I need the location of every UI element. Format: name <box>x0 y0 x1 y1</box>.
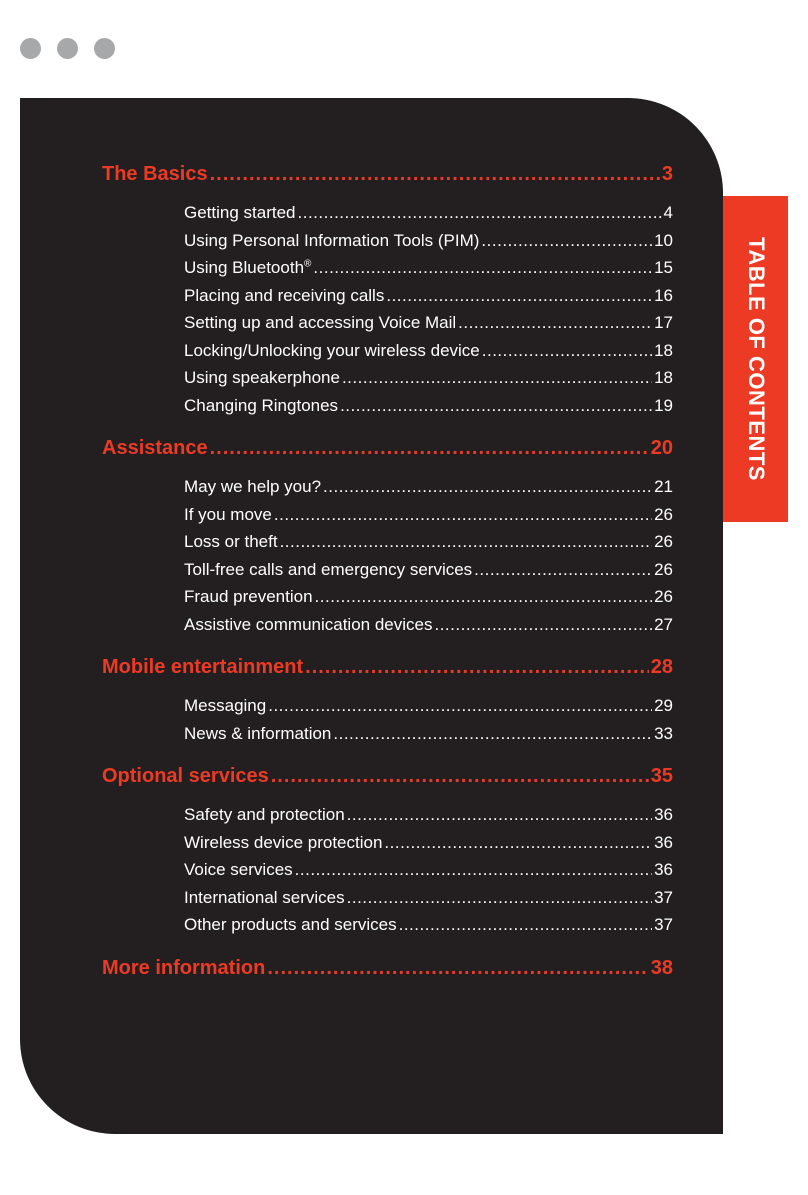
toc-section-title: More information <box>102 956 266 979</box>
toc-entry-title: Placing and receiving calls <box>184 285 385 305</box>
toc-entry-page: 37 <box>654 887 673 907</box>
toc-entry-title: Toll-free calls and emergency services <box>184 559 473 579</box>
toc-dot-leader <box>347 884 652 912</box>
toc-dot-leader <box>342 364 652 392</box>
toc-dot-leader <box>267 951 648 985</box>
toc-dot-leader <box>340 392 652 420</box>
toc-section-page: 28 <box>650 656 673 678</box>
toc-entry-title: Locking/Unlocking your wireless device <box>184 340 480 360</box>
toc-section-title: Mobile entertainment <box>102 656 304 678</box>
toc-entry-title: International services <box>184 887 345 907</box>
toc-entry[interactable] <box>184 501 673 529</box>
dot-2 <box>57 38 78 59</box>
toc-entry-page: 26 <box>654 559 673 579</box>
toc-entry-title: Getting started <box>184 203 296 222</box>
toc-entry-title: Using speakerphone <box>184 368 340 387</box>
toc-dot-leader <box>315 583 653 611</box>
toc-dot-leader <box>481 227 652 255</box>
toc-entry-title: Using Personal Information Tools (PIM) <box>184 230 480 250</box>
toc-section-entry[interactable] <box>102 650 673 684</box>
toc-entry-title: Fraud prevention <box>184 587 313 606</box>
toc-entry[interactable] <box>184 337 673 365</box>
toc-dot-leader <box>295 856 652 884</box>
toc-dot-leader <box>333 720 652 748</box>
toc-dot-leader <box>280 528 653 556</box>
toc-entry-title: May we help you? <box>184 477 322 496</box>
toc-dot-leader <box>386 282 652 310</box>
toc-entry[interactable] <box>184 556 673 584</box>
toc-entry-page: 19 <box>654 395 673 415</box>
toc-entry-title: Other products and services <box>184 915 397 934</box>
dot-3 <box>94 38 115 59</box>
toc-entry-title: Voice services <box>184 860 293 879</box>
toc-entry-page: 15 <box>654 258 673 277</box>
toc-dot-leader <box>210 157 660 191</box>
toc-entry-page: 4 <box>663 203 673 222</box>
toc-entry-title: Changing Ringtones <box>184 395 339 415</box>
toc-dot-leader <box>323 473 652 501</box>
toc-section-title: The Basics <box>102 163 208 185</box>
toc-entry[interactable] <box>184 309 673 337</box>
toc-entry-page: 10 <box>654 230 673 250</box>
toc-entry[interactable] <box>184 692 673 720</box>
toc-dot-leader <box>482 337 652 365</box>
toc-section-title: Assistance <box>102 437 208 459</box>
toc-side-tab-label: TABLE OF CONTENTS <box>743 237 769 481</box>
toc-entry-page: 27 <box>654 614 673 634</box>
toc-subsection-list <box>184 199 673 419</box>
toc-entry[interactable] <box>184 227 673 255</box>
toc-entry[interactable] <box>184 884 673 912</box>
table-of-contents <box>102 157 673 985</box>
toc-entry-page: 37 <box>654 915 673 934</box>
toc-entry[interactable] <box>184 364 673 392</box>
toc-section-page: 20 <box>650 437 673 459</box>
toc-section-entry[interactable] <box>102 759 673 793</box>
toc-dot-leader <box>474 556 652 584</box>
toc-dot-leader <box>271 759 649 793</box>
toc-dot-leader <box>298 199 662 227</box>
toc-entry-page: 18 <box>654 340 673 360</box>
toc-entry-page: 36 <box>654 832 673 852</box>
toc-dot-leader <box>434 611 652 639</box>
toc-entry[interactable] <box>184 254 673 282</box>
toc-entry-page: 33 <box>654 723 673 743</box>
toc-section-entry[interactable] <box>102 157 673 191</box>
toc-subsection-list <box>184 473 673 638</box>
toc-entry[interactable] <box>184 611 673 639</box>
toc-entry[interactable] <box>184 801 673 829</box>
toc-section-entry[interactable] <box>102 951 673 985</box>
toc-dot-leader <box>458 309 652 337</box>
toc-entry[interactable] <box>184 282 673 310</box>
toc-entry[interactable] <box>184 911 673 939</box>
toc-entry-title: Safety and protection <box>184 805 345 824</box>
toc-entry-title: News & information <box>184 723 332 743</box>
toc-entry-title: Using Bluetooth® <box>184 258 312 277</box>
toc-entry-page: 16 <box>654 285 673 305</box>
toc-dot-leader <box>347 801 652 829</box>
toc-entry-page: 26 <box>654 587 673 606</box>
toc-entry-title: If you move <box>184 504 272 524</box>
toc-entry[interactable] <box>184 528 673 556</box>
toc-entry-title: Loss or theft <box>184 532 278 551</box>
toc-entry-title: Setting up and accessing Voice Mail <box>184 313 457 332</box>
toc-entry-page: 17 <box>654 313 673 332</box>
toc-section-page: 35 <box>650 765 673 787</box>
toc-entry-title: Assistive communication devices <box>184 614 433 634</box>
toc-subsection-list <box>184 692 673 747</box>
toc-entry[interactable] <box>184 829 673 857</box>
toc-entry-page: 36 <box>654 805 673 824</box>
toc-section-page: 38 <box>650 956 673 979</box>
toc-dot-leader <box>274 501 652 529</box>
toc-section-entry[interactable] <box>102 431 673 465</box>
toc-dot-leader <box>384 829 652 857</box>
toc-subsection-list <box>184 801 673 939</box>
toc-entry-page: 21 <box>654 477 673 496</box>
toc-dot-leader <box>399 911 652 939</box>
toc-entry[interactable] <box>184 583 673 611</box>
toc-entry-page: 36 <box>654 860 673 879</box>
dot-1 <box>20 38 41 59</box>
toc-entry[interactable] <box>184 199 673 227</box>
toc-side-tab <box>723 196 788 522</box>
window-dots <box>20 38 115 59</box>
toc-dot-leader <box>313 254 652 282</box>
toc-entry-page: 18 <box>654 368 673 387</box>
toc-entry-title: Messaging <box>184 696 267 715</box>
toc-section-title: Optional services <box>102 765 269 787</box>
toc-section-page: 3 <box>661 163 673 185</box>
toc-entry[interactable] <box>184 392 673 420</box>
toc-entry[interactable] <box>184 473 673 501</box>
toc-dot-leader <box>210 431 649 465</box>
toc-dot-leader <box>305 650 649 684</box>
toc-dot-leader <box>268 692 652 720</box>
toc-entry-page: 26 <box>654 532 673 551</box>
toc-entry-title: Wireless device protection <box>184 832 383 852</box>
toc-entry-page: 26 <box>654 504 673 524</box>
toc-entry[interactable] <box>184 856 673 884</box>
toc-entry[interactable] <box>184 720 673 748</box>
toc-entry-page: 29 <box>654 696 673 715</box>
